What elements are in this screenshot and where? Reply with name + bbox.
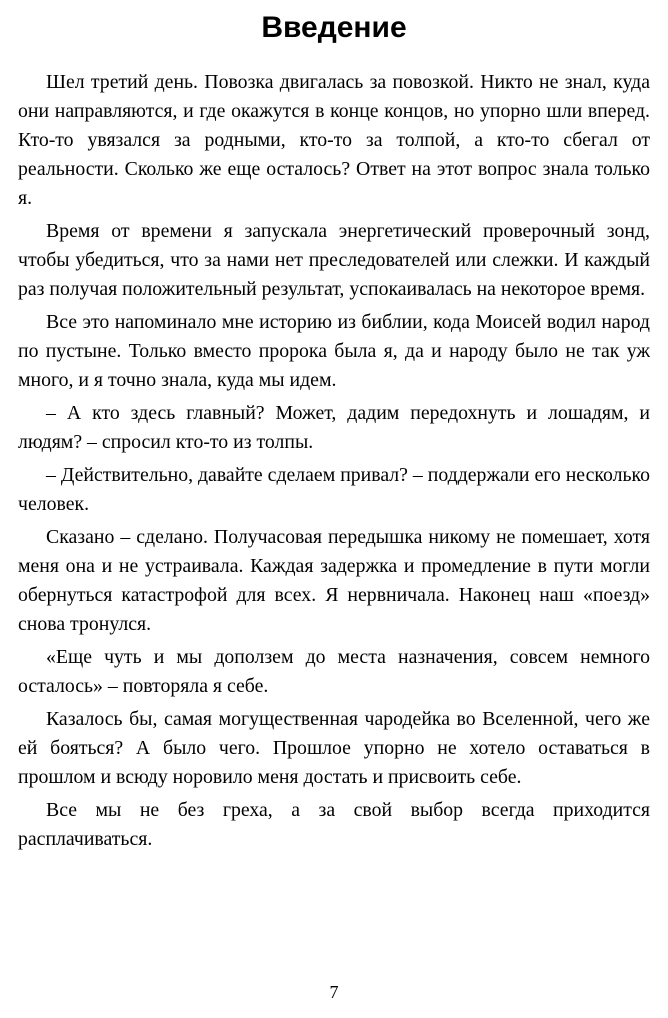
chapter-title: Введение bbox=[261, 11, 407, 44]
dialogue-paragraph: – Действительно, давайте сделаем привал? – поддержали его несколько человек. bbox=[18, 464, 650, 515]
chapter-body bbox=[18, 68, 650, 854]
dialogue-paragraph: – А кто здесь главный? Может, дадим передохнуть и лошадям, и людям? – спросил кто-то из толпы. bbox=[18, 402, 650, 453]
page-number: 7 bbox=[329, 982, 339, 1002]
paragraph: Шел третий день. Повозка двигалась за повозкой. Никто не знал, куда они направляются, и где окажутся в конце концов, но упорно шли вперед. Кто-то увязался за родными, кто-то за толпой, а кто-то сбегал от реальности. Сколько же еще осталось? Ответ на этот вопрос знала только я. bbox=[18, 71, 650, 209]
paragraph: Все мы не без греха, а за свой выбор всегда приходится расплачиваться. bbox=[18, 799, 650, 850]
paragraph: Время от времени я запускала энергетический проверочный зонд, чтобы убедиться, что за нами нет преследователей или слежки. И каждый раз получая положительный результат, успокаивалась на некоторое время. bbox=[18, 220, 650, 300]
paragraph: Все это напоминало мне историю из библии, кода Моисей водил народ по пустыне. Только вместо пророка была я, да и народу было не так уж много, и я точно знала, куда мы идем. bbox=[18, 311, 650, 391]
paragraph: Сказано – сделано. Получасовая передышка никому не помешает, хотя меня она и не устраивала. Каждая задержка и промедление в пути могли обернуться катастрофой для всех. Я нервничала. Наконец наш «поезд» снова тронулся. bbox=[18, 526, 650, 635]
paragraph: Казалось бы, самая могущественная чародейка во Вселенной, чего же ей бояться? А было чего. Прошлое упорно не хотело оставаться в прошлом и всюду норовило меня достать и присвоить себе. bbox=[18, 708, 650, 788]
book-page bbox=[0, 6, 668, 1018]
paragraph: «Еще чуть и мы доползем до места назначения, совсем немного осталось» – повторяла я себе. bbox=[18, 646, 650, 697]
